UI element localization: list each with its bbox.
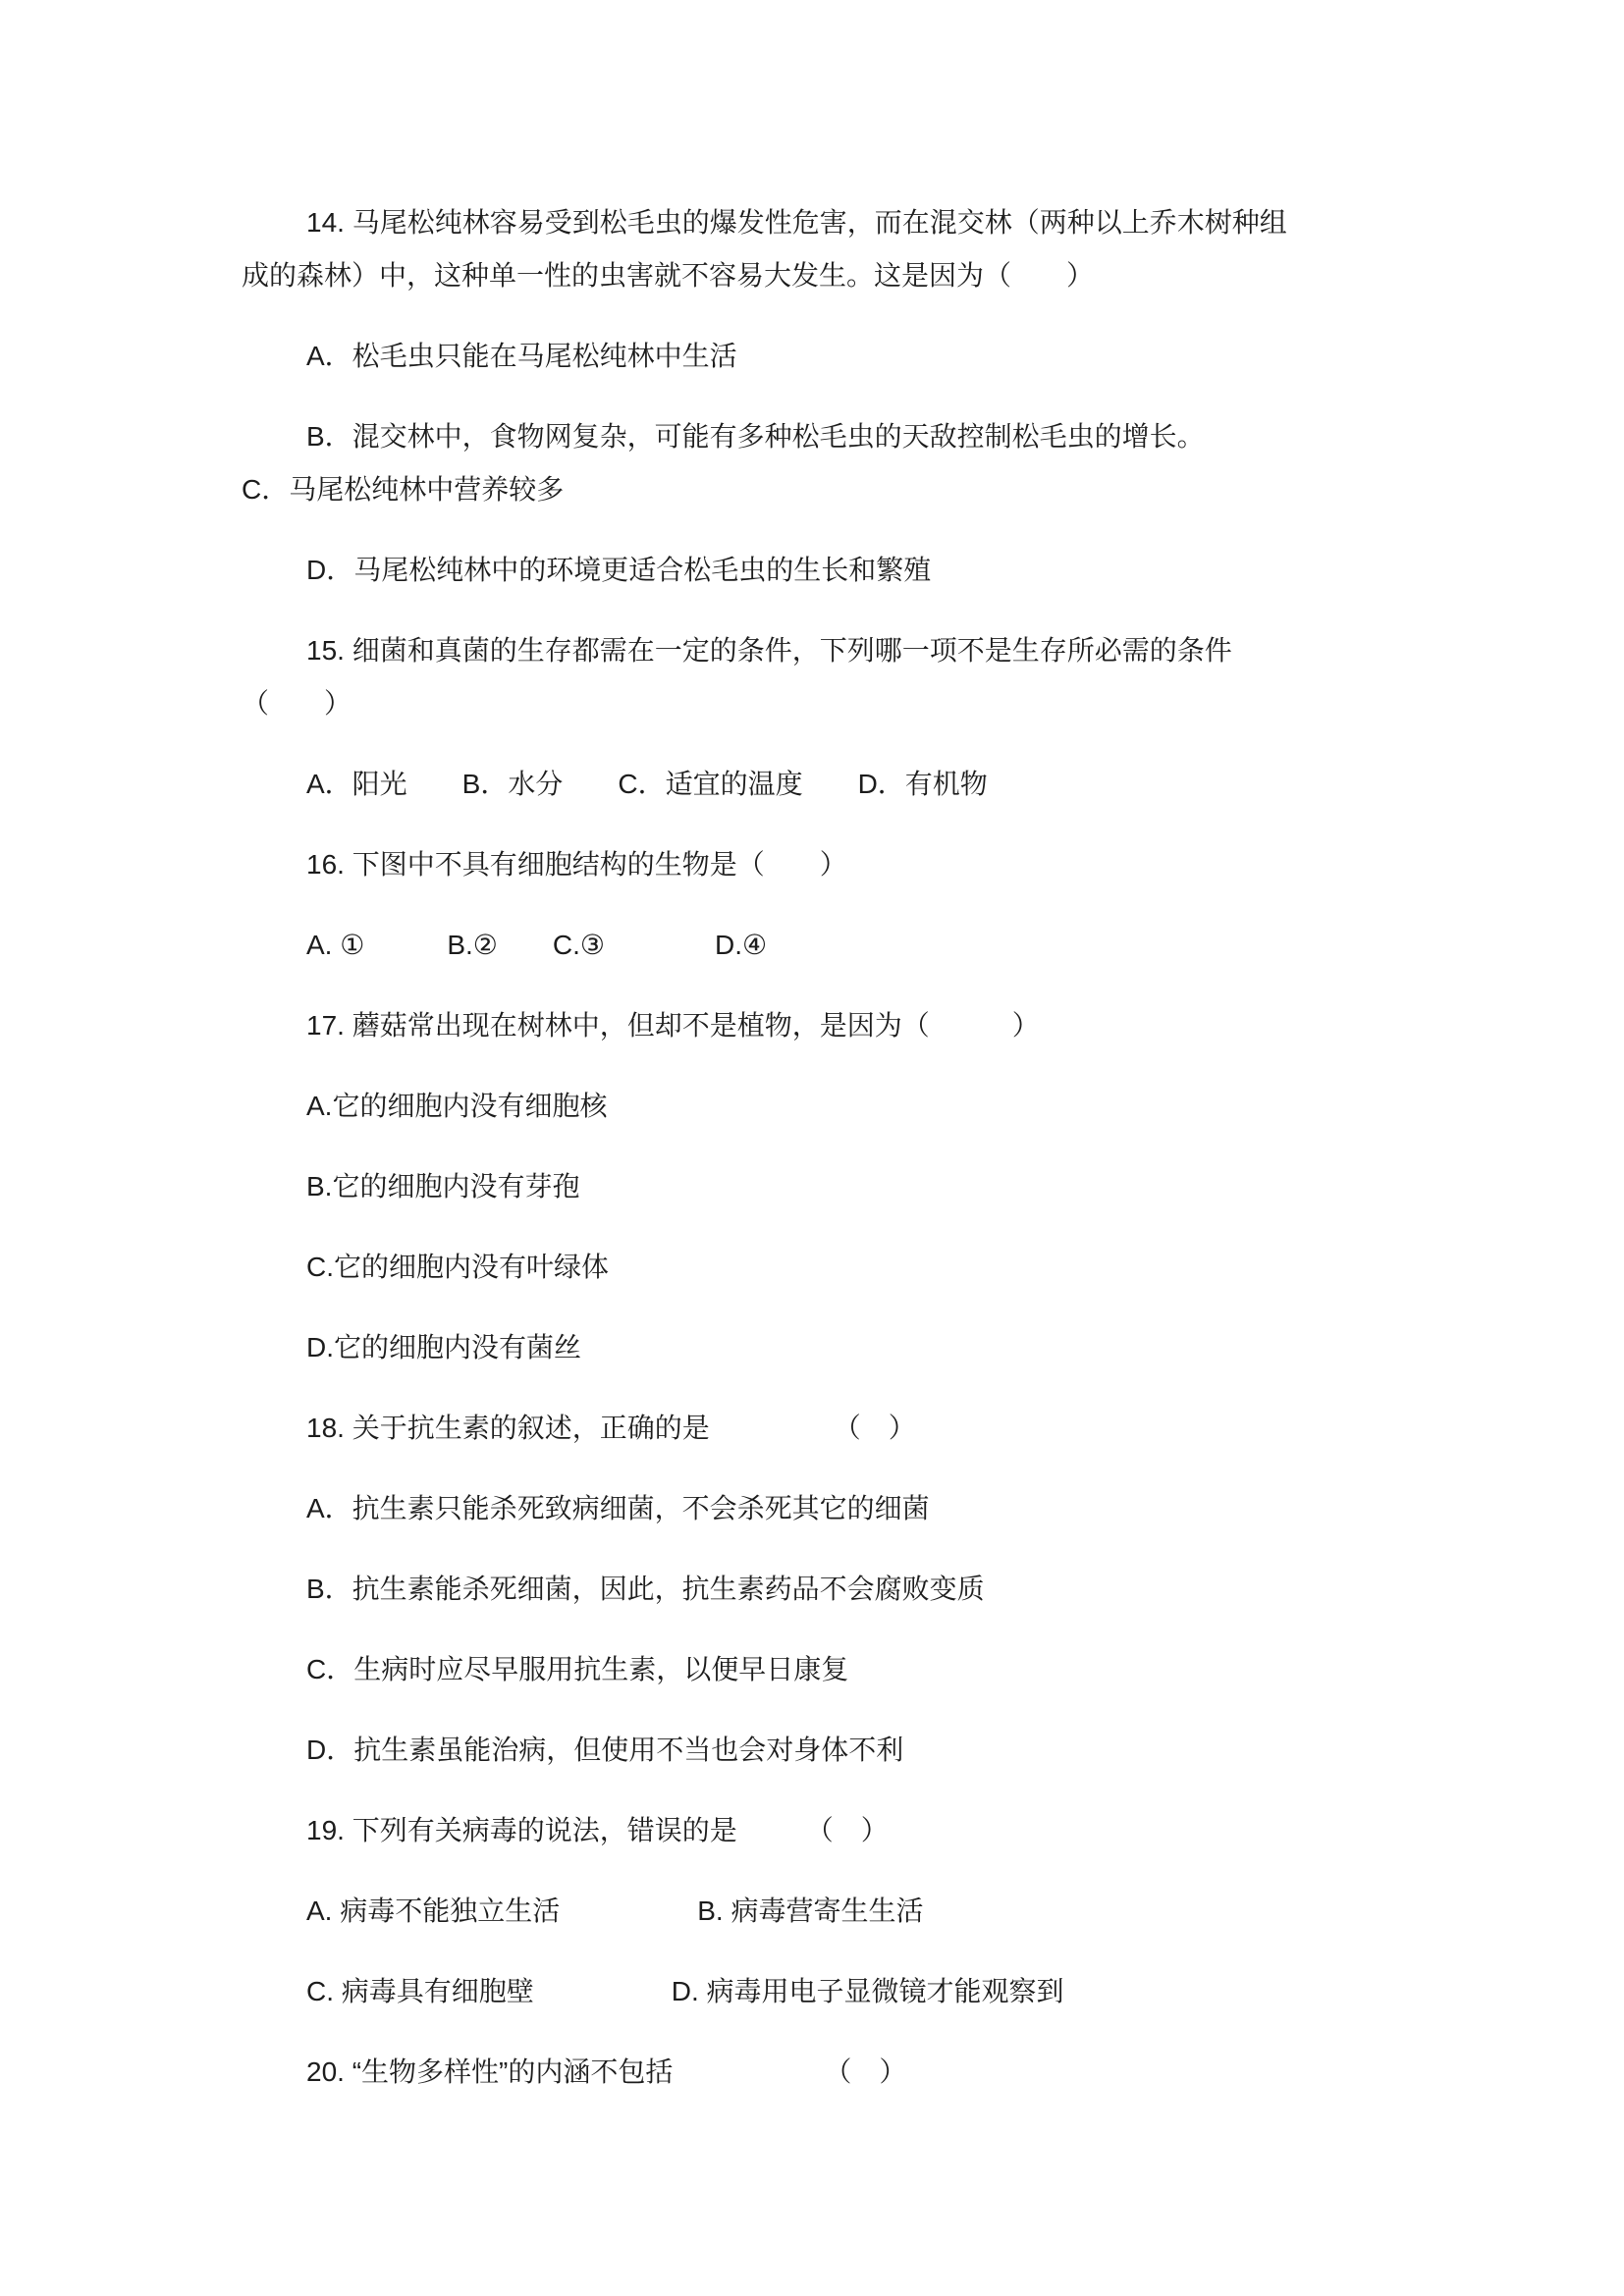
q20-stem-line-1: 20. “生物多样性”的内涵不包括 （ ） (306, 2056, 907, 2087)
q14-option-b: B．混交林中，食物网复杂，可能有多种松毛虫的天敌控制松毛虫的增长。 (306, 421, 1205, 452)
q15-stem-line-2: （ ） (242, 688, 352, 719)
q18-stem-line-1: 18. 关于抗生素的叙述，正确的是 （ ） (306, 1413, 916, 1443)
q15-options-row: A．阳光 B．水分 C．适宜的温度 D．有机物 (306, 769, 988, 799)
question-14 (242, 196, 1388, 597)
q18-option-b: B．抗生素能杀死细菌，因此，抗生素药品不会腐败变质 (306, 1574, 985, 1604)
q14-option-c: C．马尾松纯林中营养较多 (242, 474, 565, 505)
q17-option-a: A.它的细胞内没有细胞核 (306, 1091, 608, 1121)
q19-options-row-cd: C. 病毒具有细胞壁 D. 病毒用电子显微镜才能观察到 (306, 1976, 1064, 2006)
q19-stem-line-1: 19. 下列有关病毒的说法，错误的是 （ ） (306, 1815, 889, 1845)
q19-options-row-ab: A. 病毒不能独立生活 B. 病毒营寄生生活 (306, 1896, 924, 1926)
q17-option-c: C.它的细胞内没有叶绿体 (306, 1252, 610, 1282)
q17-stem-line-1: 17. 蘑菇常出现在树林中，但却不是植物，是因为（ ） (306, 1010, 1040, 1041)
question-16 (242, 838, 1388, 972)
q14-stem-line-1: 14. 马尾松纯林容易受到松毛虫的爆发性危害，而在混交林（两种以上乔木树种组 (306, 207, 1287, 238)
q18-option-a: A．抗生素只能杀死致病细菌，不会杀死其它的细菌 (306, 1493, 930, 1523)
q14-option-d: D．马尾松纯林中的环境更适合松毛虫的生长和繁殖 (306, 555, 932, 585)
q17-option-b: B.它的细胞内没有芽孢 (306, 1171, 580, 1201)
q16-stem-line-1: 16. 下图中不具有细胞结构的生物是（ ） (306, 849, 847, 880)
question-18 (242, 1402, 1388, 1777)
question-17 (242, 999, 1388, 1374)
question-20 (242, 2046, 1388, 2099)
q18-option-d: D．抗生素虽能治病，但使用不当也会对身体不利 (306, 1735, 904, 1765)
q18-option-c: C．生病时应尽早服用抗生素，以便早日康复 (306, 1654, 849, 1684)
q16-options-row: A. ① B.② C.③ D.④ (306, 930, 768, 960)
q14-option-a: A．松毛虫只能在马尾松纯林中生活 (306, 341, 737, 371)
q15-stem-line-1: 15. 细菌和真菌的生存都需在一定的条件，下列哪一项不是生存所必需的条件 (306, 635, 1232, 666)
question-19 (242, 1804, 1388, 2018)
question-15 (242, 624, 1388, 811)
q17-option-d: D.它的细胞内没有菌丝 (306, 1332, 582, 1362)
q14-stem-line-2: 成的森林）中，这种单一性的虫害就不容易大发生。这是因为（ ） (242, 260, 1095, 291)
